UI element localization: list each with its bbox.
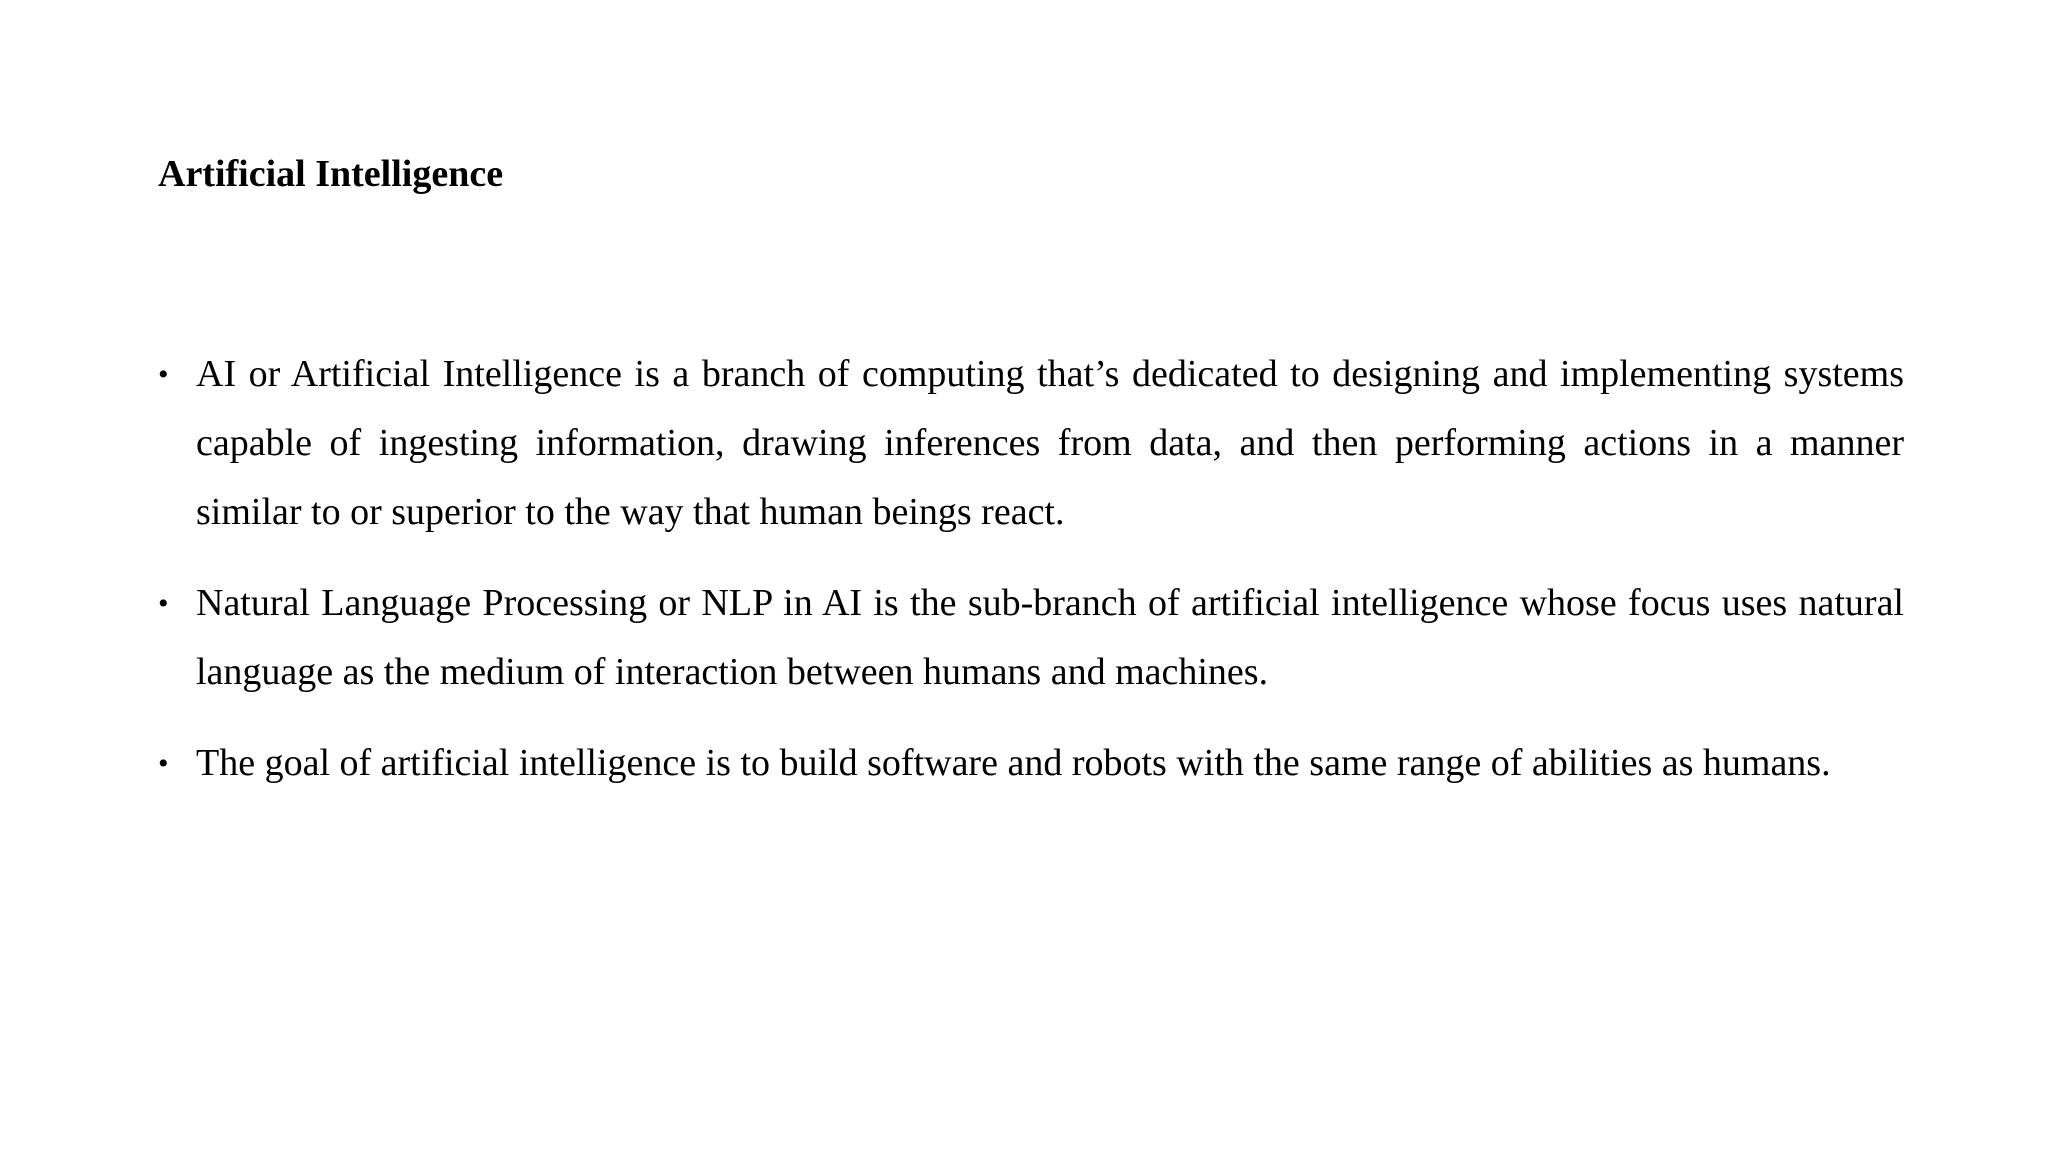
bullet-item-ai-goal	[158, 729, 1904, 798]
bullet-item-ai-definition	[158, 340, 1904, 547]
bullet-list	[158, 340, 1904, 820]
bullet-text: The goal of artificial intelligence is to build software and robots with the same range of abilities as humans.	[196, 742, 1831, 784]
bullet-text: AI or Artificial Intelligence is a branch of computing that’s dedicated to designing and implementing systems capable of ingesting information, drawing inferences from data, and then performing actions in a manner similar to or superior to the way that human beings react.	[196, 353, 1904, 533]
slide-title: Artificial Intelligence	[158, 153, 504, 195]
bullet-icon: •	[158, 587, 169, 620]
bullet-icon: •	[158, 358, 169, 391]
bullet-item-nlp-definition	[158, 569, 1904, 707]
bullet-icon: •	[158, 747, 169, 780]
bullet-text: Natural Language Processing or NLP in AI is the sub-branch of artificial intelligence whose focus uses natural language as the medium of interaction between humans and machines.	[196, 582, 1904, 693]
